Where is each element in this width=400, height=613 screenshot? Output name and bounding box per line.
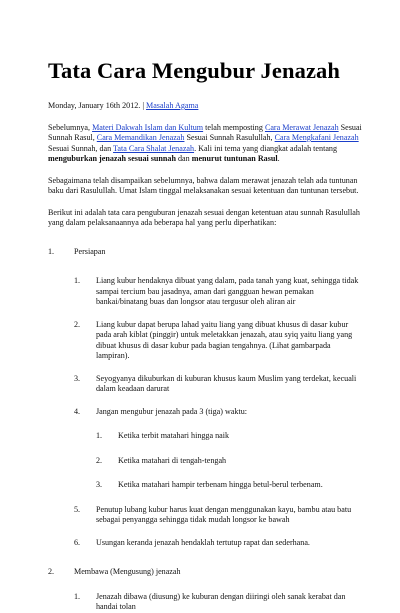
intro-paragraph bbox=[48, 123, 364, 165]
article-title: Tata Cara Mengubur Jenazah bbox=[48, 58, 341, 83]
section-label: Membawa (Mengusung) jenazah bbox=[74, 567, 181, 576]
list-number: 3. bbox=[74, 373, 81, 383]
list-number: 3. bbox=[96, 480, 103, 489]
intro-text: Sesuai Sunnah Rasulullah, bbox=[184, 133, 275, 142]
list-number: 1. bbox=[74, 276, 81, 285]
list-number: 2. bbox=[74, 319, 81, 329]
intro-bold-text: menguburkan jenazah sesuai sunnah bbox=[48, 154, 176, 163]
list-item bbox=[74, 320, 364, 362]
link-cara-memandikan-jenazah[interactable]: Cara Memandikan Jenazah bbox=[96, 133, 185, 142]
category-link[interactable]: Masalah Agama bbox=[146, 101, 199, 110]
post-meta bbox=[48, 101, 364, 112]
list-number: 2. bbox=[96, 455, 103, 465]
meta-separator: | bbox=[140, 101, 146, 110]
list-item-text: Liang kubur dapat berupa lahad yaitu liang yang dibuat khusus di dasar kubur pada arah kiblat (pinggir) untuk meletakkan jenazah, atau syiq yaitu liang yang dibuat khusus di dasar kubur pada bagian tengahnya. (Lihat gambarpada lampiran). bbox=[96, 319, 353, 360]
list-item bbox=[74, 374, 364, 395]
list-item-text: Jangan mengubur jenazah pada 3 (tiga) waktu: bbox=[96, 406, 248, 416]
membawa-list bbox=[74, 592, 364, 613]
list-item-text: Ketika matahari hampir terbenam hingga betul-berul terbenam. bbox=[118, 480, 323, 489]
list-item bbox=[96, 480, 364, 491]
list-item bbox=[74, 592, 364, 613]
list-item bbox=[74, 407, 364, 491]
list-number: 4. bbox=[74, 406, 81, 416]
list-number: 6. bbox=[74, 537, 81, 547]
list-item-text: Ketika terbit matahari hingga naik bbox=[118, 431, 230, 440]
intro-text: Sebelumnya, bbox=[48, 122, 93, 132]
link-cara-mengkafani-jenazah[interactable]: Cara Mengkafani Jenazah bbox=[274, 133, 359, 142]
intro-text: telah memposting bbox=[203, 122, 265, 132]
paragraph-berikut: Berikut ini adalah tata cara penguburan jenazah sesuai dengan ketentuan atau sunnah Rasulullah yang dalam pelaksanaannya ada beberapa hal yang perlu diperhatikan: bbox=[48, 207, 360, 227]
paragraph-tuntunan: Sebagaimana telah disampaikan sebelumnya, bahwa dalam merawat jenazah telah ada tuntunan baku dari Rasulullah. Umat Islam tinggal melaksanakan sesuai ketentuan dan tuntunan tersebut. bbox=[48, 175, 359, 195]
section-label: Persiapan bbox=[74, 246, 106, 256]
intro-text: . bbox=[277, 154, 280, 163]
article bbox=[48, 58, 364, 613]
list-item-text: Penutup lubang kubur harus kuat dengan menggunakan kayu, bambu atau batu sebagai penyangga sehingga tidak mudah longsor ke bawah bbox=[96, 504, 352, 524]
post-date: Monday, January 16th 2012. bbox=[48, 101, 141, 110]
list-item bbox=[74, 538, 364, 549]
list-item-text: Liang kubur hendaknya dibuat yang dalam, pada tanah yang kuat, sehingga tidak sampai tercium bau jasadnya, aman dari gangguan hewan pemakan bankai/binatang buas dan longsor atau tergusur oleh aliran air bbox=[96, 276, 359, 306]
list-item-membawa-jenazah bbox=[48, 567, 364, 613]
intro-text: dan bbox=[175, 154, 192, 163]
list-item-text: Ketika matahari di tengah-tengah bbox=[118, 455, 227, 465]
waktu-list bbox=[96, 431, 364, 491]
list-item bbox=[96, 456, 364, 467]
link-materi-dakwah[interactable]: Materi Dakwah Islam dan Kultum bbox=[92, 122, 204, 132]
list-item bbox=[74, 505, 364, 526]
list-item-text: Usungan keranda jenazah hendaklah tertutup rapat dan sederhana. bbox=[96, 537, 310, 547]
list-number: 2. bbox=[48, 567, 55, 576]
intro-bold-text: menurut tuntunan Rasul bbox=[191, 154, 278, 163]
intro-text: . Kali ini tema yang diangkat adalah tentang bbox=[194, 143, 338, 153]
link-tata-cara-shalat-jenazah[interactable]: Tata Cara Shalat Jenazah bbox=[113, 143, 195, 153]
list-number: 1. bbox=[96, 431, 103, 440]
list-number: 1. bbox=[48, 246, 55, 256]
main-list bbox=[48, 247, 364, 613]
link-cara-merawat-jenazah[interactable]: Cara Merawat Jenazah bbox=[264, 122, 339, 132]
intro-text: Sesuai Sunnah Rasul, bbox=[48, 122, 362, 142]
list-number: 1. bbox=[74, 591, 81, 601]
list-item-persiapan bbox=[48, 247, 364, 549]
list-item-text: Seyogyanya dikuburkan di kuburan khusus kaum Muslim yang terdekat, kecuali dalam keadaan darurat bbox=[96, 373, 357, 393]
list-item bbox=[96, 431, 364, 442]
list-number: 5. bbox=[74, 504, 81, 514]
persiapan-list bbox=[74, 276, 364, 548]
list-item-text: Jenazah dibawa (diusung) ke kuburan dengan diiringi oleh sanak kerabat dan handai tolan bbox=[96, 591, 346, 611]
list-item bbox=[74, 276, 364, 308]
intro-text: Sesuai Sunnah, dan bbox=[48, 143, 114, 153]
